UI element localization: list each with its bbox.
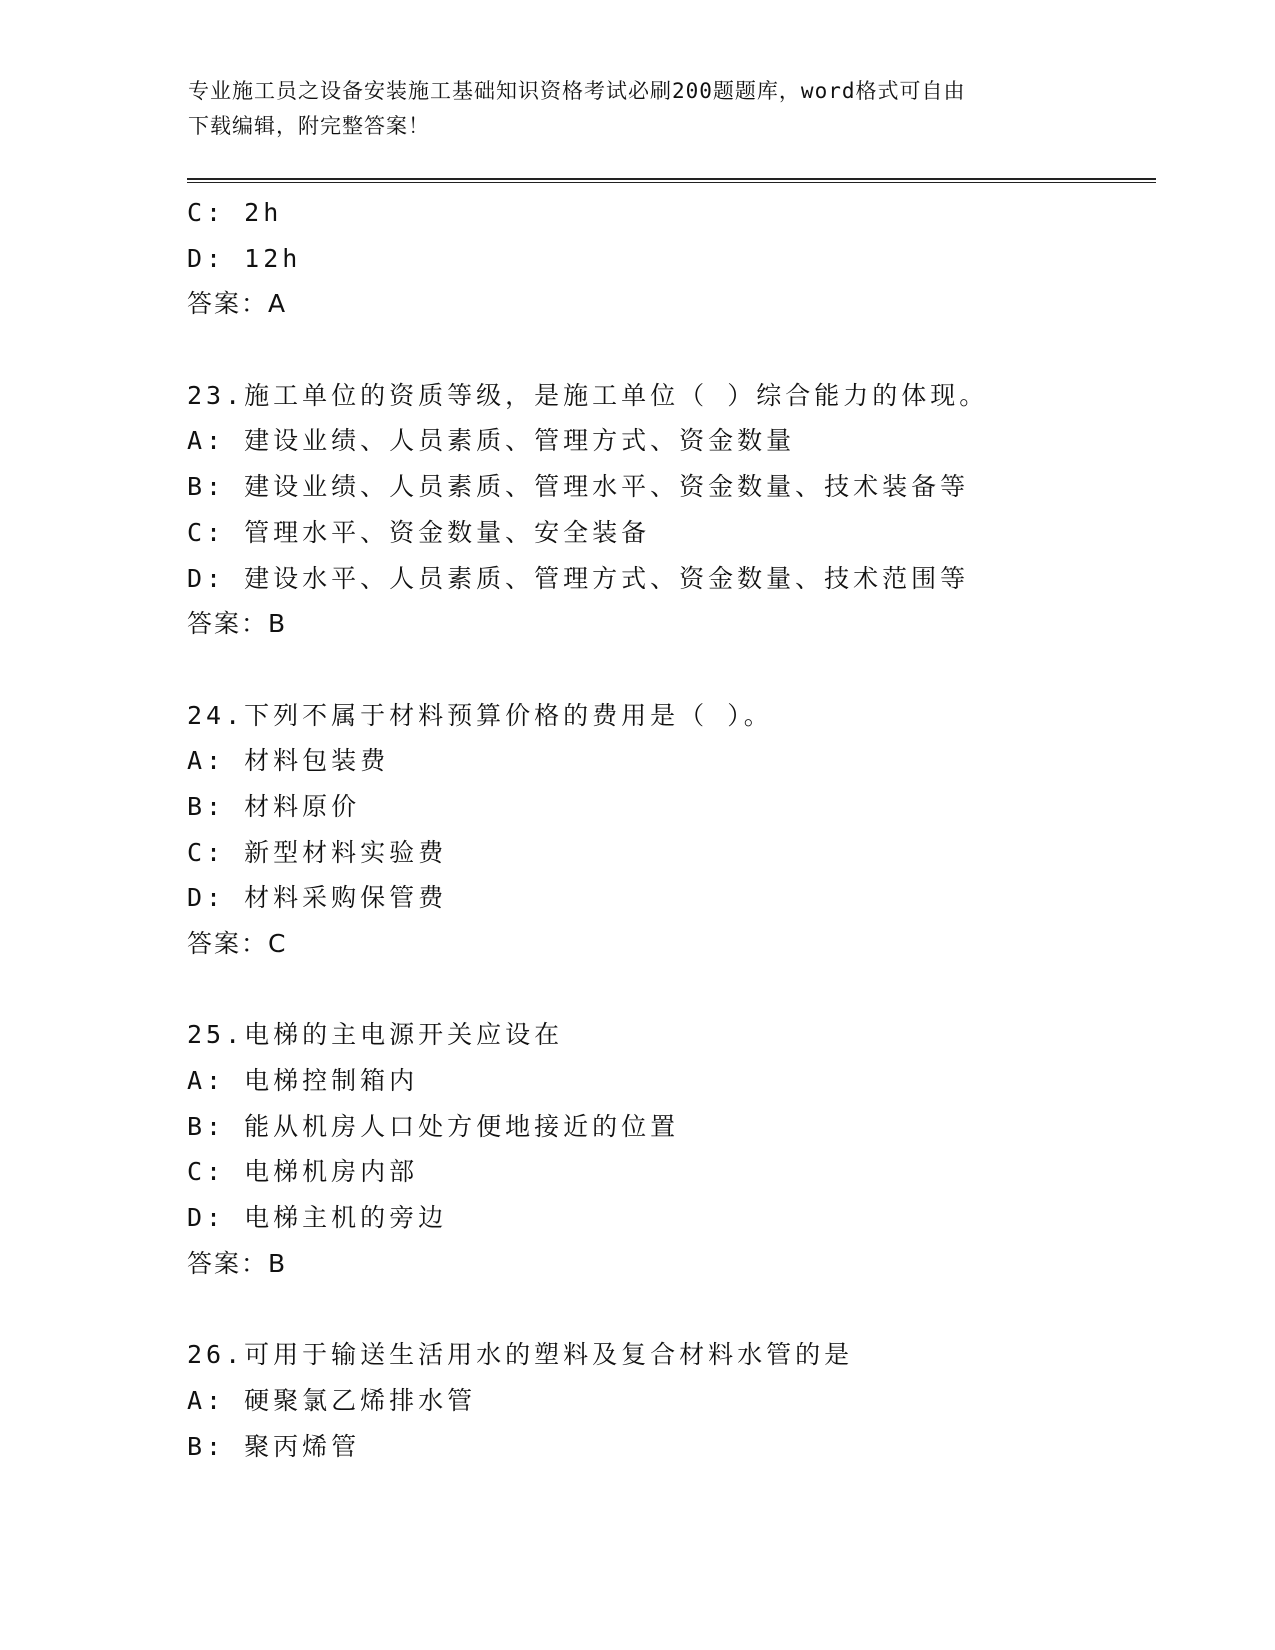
- spacer: [187, 967, 1147, 1013]
- question-24-option-d: D: 材料采购保管费: [187, 883, 448, 913]
- header-divider: [187, 178, 1156, 183]
- header-line-1: 专业施工员之设备安装施工基础知识资格考试必刷200题题库，word格式可自由: [188, 79, 966, 103]
- question-24-option-b: B: 材料原价: [187, 791, 361, 821]
- question-26-stem: 26.可用于输送生活用水的塑料及复合材料水管的是: [187, 1340, 854, 1370]
- question-24-option-c: C: 新型材料实验费: [187, 837, 448, 867]
- question-25-option-d: D: 电梯主机的旁边: [187, 1203, 448, 1233]
- question-25-option-c: C: 电梯机房内部: [187, 1157, 419, 1187]
- question-23-option-c: C: 管理水平、资金数量、安全装备: [187, 517, 651, 547]
- question-26-option-a: A: 硬聚氯乙烯排水管: [187, 1385, 477, 1415]
- document-header: [188, 74, 1068, 144]
- question-23-stem: 23.施工单位的资质等级，是施工单位（ ）综合能力的体现。: [187, 380, 989, 410]
- question-23-option-b: B: 建设业绩、人员素质、管理水平、资金数量、技术装备等: [187, 472, 970, 502]
- header-line-2: 下载编辑，附完整答案！: [188, 114, 430, 138]
- spacer: [187, 647, 1147, 693]
- question-25-stem: 25.电梯的主电源开关应设在: [187, 1020, 564, 1050]
- question-23-option-a: A: 建设业绩、人员素质、管理方式、资金数量: [187, 426, 796, 456]
- question-24-stem: 24.下列不属于材料预算价格的费用是（ ）。: [187, 700, 773, 730]
- question-26-option-b: B: 聚丙烯管: [187, 1431, 361, 1461]
- question-25-answer: 答案：B: [187, 1248, 288, 1278]
- spacer: [187, 327, 1147, 373]
- question-24-answer: 答案：C: [187, 929, 288, 958]
- question-24-option-a: A: 材料包装费: [187, 746, 390, 776]
- question-25-option-a: A: 电梯控制箱内: [187, 1066, 419, 1096]
- question-23-answer: 答案：B: [187, 609, 288, 639]
- question-23-option-d: D: 建设水平、人员素质、管理方式、资金数量、技术范围等: [187, 563, 970, 593]
- prev-question-option-c: C: 2h: [187, 198, 283, 227]
- question-25-option-b: B: 能从机房人口处方便地接近的位置: [187, 1111, 680, 1141]
- spacer: [187, 1287, 1147, 1333]
- question-list: [187, 190, 1147, 1469]
- prev-question-answer: 答案：A: [187, 289, 288, 319]
- prev-question-option-d: D: 12h: [187, 243, 302, 273]
